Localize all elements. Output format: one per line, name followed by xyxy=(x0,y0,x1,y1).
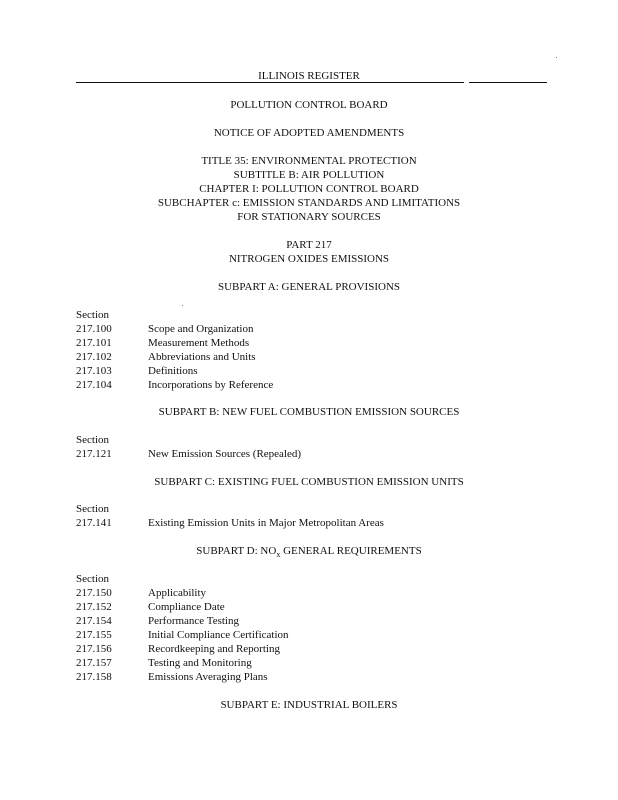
section-label: Section xyxy=(76,573,109,585)
section-title: Existing Emission Units in Major Metropolitan Areas xyxy=(148,517,384,529)
section-label: Section xyxy=(76,309,109,321)
subpart-d-heading xyxy=(0,544,618,558)
subpart-c-heading: SUBPART C: EXISTING FUEL COMBUSTION EMISSION UNITS xyxy=(154,476,464,488)
section-title: Initial Compliance Certification xyxy=(148,629,289,641)
register-heading: ILLINOIS REGISTER xyxy=(258,70,360,82)
section-number: 217.158 xyxy=(76,671,112,683)
section-number: 217.100 xyxy=(76,323,112,335)
section-title: Emissions Averaging Plans xyxy=(148,671,268,683)
subpart-d-heading-suffix: GENERAL REQUIREMENTS xyxy=(280,545,422,557)
subpart-b-heading: SUBPART B: NEW FUEL COMBUSTION EMISSION SOURCES xyxy=(158,406,460,418)
section-number: 217.101 xyxy=(76,337,112,349)
section-number: 217.150 xyxy=(76,587,112,599)
section-title: Performance Testing xyxy=(148,615,239,627)
section-number: 217.121 xyxy=(76,448,112,460)
section-title: Measurement Methods xyxy=(148,337,250,349)
section-number: 217.152 xyxy=(76,601,112,613)
section-number: 217.154 xyxy=(76,615,112,627)
section-number: 217.141 xyxy=(76,517,112,529)
subpart-d-heading-prefix: SUBPART D: NO xyxy=(196,545,277,557)
section-number: 217.155 xyxy=(76,629,112,641)
section-label: Section xyxy=(76,434,109,446)
section-title: Recordkeeping and Reporting xyxy=(148,643,280,655)
subpart-d-heading-subscript: x xyxy=(276,550,281,560)
section-title: Testing and Monitoring xyxy=(148,657,252,669)
subchapter-line: SUBCHAPTER c: EMISSION STANDARDS AND LIMITATIONS xyxy=(157,197,461,209)
section-title: Scope and Organization xyxy=(148,323,254,335)
speck xyxy=(182,305,183,306)
subchapter-line-2: FOR STATIONARY SOURCES xyxy=(237,211,381,223)
notice-heading: NOTICE OF ADOPTED AMENDMENTS xyxy=(213,127,405,139)
chapter-line: CHAPTER I: POLLUTION CONTROL BOARD xyxy=(199,183,419,195)
section-number: 217.156 xyxy=(76,643,112,655)
part-name: NITROGEN OXIDES EMISSIONS xyxy=(228,253,390,265)
section-label: Section xyxy=(76,503,109,515)
section-title: Compliance Date xyxy=(148,601,225,613)
speck xyxy=(556,57,557,58)
section-title: Incorporations by Reference xyxy=(148,379,274,391)
section-number: 217.102 xyxy=(76,351,112,363)
section-title: New Emission Sources (Repealed) xyxy=(148,448,302,460)
part-number: PART 217 xyxy=(286,239,332,251)
subtitle-line: SUBTITLE B: AIR POLLUTION xyxy=(233,169,385,181)
section-number: 217.104 xyxy=(76,379,112,391)
board-heading: POLLUTION CONTROL BOARD xyxy=(230,99,388,111)
subpart-e-heading: SUBPART E: INDUSTRIAL BOILERS xyxy=(220,699,398,711)
title-line: TITLE 35: ENVIRONMENTAL PROTECTION xyxy=(201,155,417,167)
section-title: Definitions xyxy=(148,365,198,377)
section-number: 217.157 xyxy=(76,657,112,669)
section-title: Abbreviations and Units xyxy=(148,351,256,363)
subpart-a-heading: SUBPART A: GENERAL PROVISIONS xyxy=(218,281,400,293)
section-number: 217.103 xyxy=(76,365,112,377)
section-title: Applicability xyxy=(148,587,207,599)
